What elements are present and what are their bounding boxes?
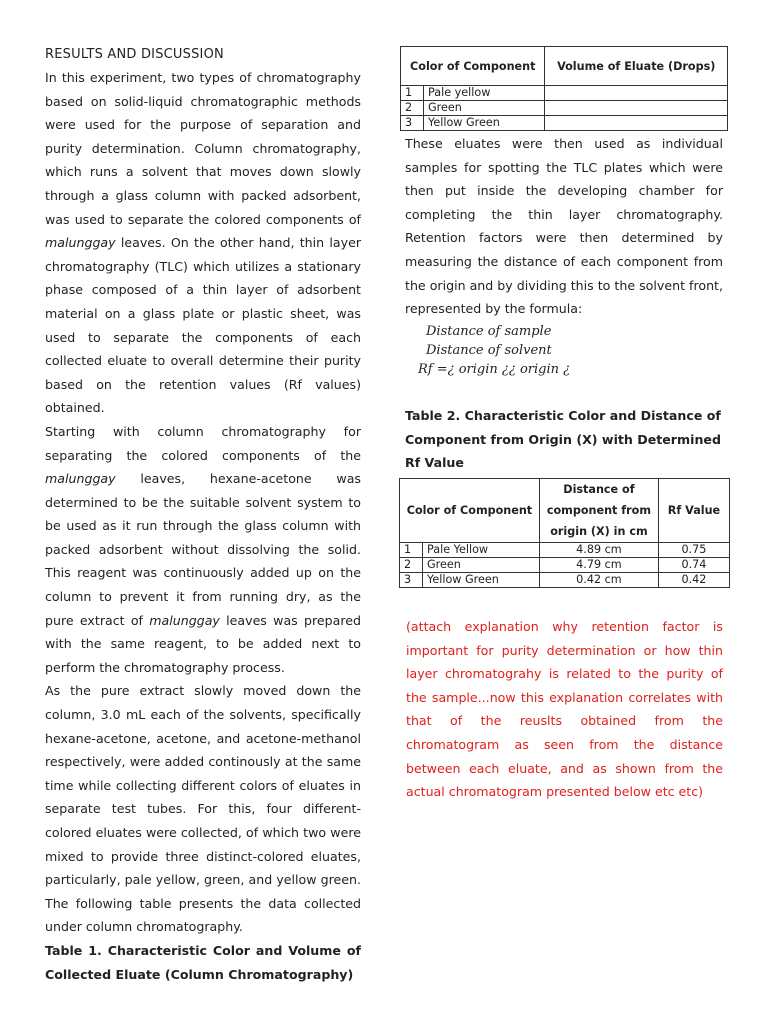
- italic-term: malunggay: [149, 612, 220, 628]
- table2-cell-number: 2: [400, 558, 423, 573]
- text-run: As the pure extract slowly moved down the column, 3.0 mL each of the solvents, specifically hexane-acetone, acetone, and acetone-methanol respectively, were added continously at the same time while collecting different colors of eluates in separate test tubes. For this, four different-colored eluates were collected, of which two were mixed to provide three distinct-colored eluates, particularly, pale yellow, green, and yellow green. The following table presents the data collected under column chromatography.: [45, 683, 361, 935]
- table1-cell-color: Green: [424, 101, 545, 116]
- table2-cell-distance: 0.42 cm: [539, 573, 658, 588]
- paragraph-procedure: [45, 679, 361, 939]
- table2-cell-rf: 0.75: [658, 543, 729, 558]
- table1-cell-color: Pale yellow: [424, 86, 545, 101]
- table2-row: [400, 558, 730, 573]
- table2-header-distance: Distance of component from origin (X) in cm: [539, 479, 658, 543]
- table1-cell-number: 1: [401, 86, 424, 101]
- text-run: Starting with column chromatography for separating the colored components of the: [45, 423, 361, 463]
- note-block: [406, 615, 723, 804]
- table1-row: [401, 116, 728, 131]
- table2: [399, 478, 730, 588]
- table2-cell-number: 1: [400, 543, 423, 558]
- table2-cell-distance: 4.89 cm: [539, 543, 658, 558]
- table2-row: [400, 543, 730, 558]
- formula-denominator: Distance of solvent: [426, 343, 552, 358]
- formula-expression: Rf =¿ origin ¿¿ origin ¿: [418, 362, 571, 377]
- table1-cell-volume: [545, 101, 728, 116]
- table1-cell-volume: [545, 86, 728, 101]
- explanation-note: (attach explanation why retention factor is important for purity determination or how thin layer chromatograhy is related to the purity of the sample...now this explanation correlates with that of the reuslts obtained from the chromatogram as seen from the distance between each eluate, and as shown from the actual chromatogram presented below etc etc): [406, 619, 723, 800]
- table1-row: [401, 101, 728, 116]
- paragraph-tlc: These eluates were then used as individual samples for spotting the TLC plates which were then put inside the developing chamber for completing the thin layer chromatography. Retention factors were then determined by measuring the distance of each component from the origin and by dividing this to the solvent front, represented by the formula:: [405, 136, 723, 317]
- table1-header-color: Color of Component: [401, 47, 545, 86]
- text-run: leaves, hexane-acetone was determined to be the suitable solvent system to be used as it run through the glass column with packed adsorbent without dissolving the solid. This reagent was continuously added up on the column to prevent it from running dry, as the pure extract of: [45, 471, 361, 628]
- table1-header-row: [401, 47, 728, 86]
- table2-cell-color: Yellow Green: [423, 573, 540, 588]
- table2-cell-distance: 4.79 cm: [539, 558, 658, 573]
- table1-cell-color: Yellow Green: [424, 116, 545, 131]
- italic-term: malunggay: [45, 235, 116, 251]
- section-title: RESULTS AND DISCUSSION: [45, 47, 224, 62]
- table2-header-color: Color of Component: [400, 479, 540, 543]
- table2-caption-block: [405, 404, 727, 475]
- paragraph-column-chromatography: [45, 420, 361, 680]
- table2-row: [400, 573, 730, 588]
- table2-cell-color: Green: [423, 558, 540, 573]
- paragraph-intro: [45, 66, 361, 420]
- text-run: leaves. On the other hand, thin layer chromatography (TLC) which utilizes a stationary phase composed of a thin layer of adsorbent material on a glass plate or plastic sheet, was used to separate the components of each collected eluate to overall determine their purity based on the retention values (Rf values) obtained.: [45, 235, 361, 416]
- table2-body: [400, 543, 730, 588]
- left-column: [45, 44, 361, 986]
- text-run: In this experiment, two types of chromatography based on solid-liquid chromatographic methods were used for the purpose of separation and purity determination. Column chromatography, which runs a solvent that moves down slowly through a glass column with packed adsorbent, was used to separate the colored components of: [45, 70, 361, 227]
- rf-formula: [418, 322, 570, 379]
- table1-body: [401, 86, 728, 131]
- table1: [400, 46, 728, 131]
- italic-term: malunggay: [45, 471, 116, 487]
- right-column-upper: [405, 132, 723, 321]
- table2-caption: Table 2. Characteristic Color and Distance of Component from Origin (X) with Determined Rf Value: [405, 408, 721, 471]
- table2-header-row: [400, 479, 730, 543]
- table1-header-volume: Volume of Eluate (Drops): [545, 47, 728, 86]
- table2-cell-number: 3: [400, 573, 423, 588]
- table2-cell-color: Pale Yellow: [423, 543, 540, 558]
- table1-row: [401, 86, 728, 101]
- table1-cell-number: 3: [401, 116, 424, 131]
- table2-cell-rf: 0.74: [658, 558, 729, 573]
- table1-cell-number: 2: [401, 101, 424, 116]
- table2-header-rf: Rf Value: [658, 479, 729, 543]
- formula-numerator: Distance of sample: [426, 324, 552, 339]
- text-run: leaves was prepared with the same reagent, to be added next to perform the chromatography process.: [45, 612, 361, 675]
- table1-cell-volume: [545, 116, 728, 131]
- table1-caption: Table 1. Characteristic Color and Volume of Collected Eluate (Column Chromatography): [45, 942, 361, 982]
- table2-cell-rf: 0.42: [658, 573, 729, 588]
